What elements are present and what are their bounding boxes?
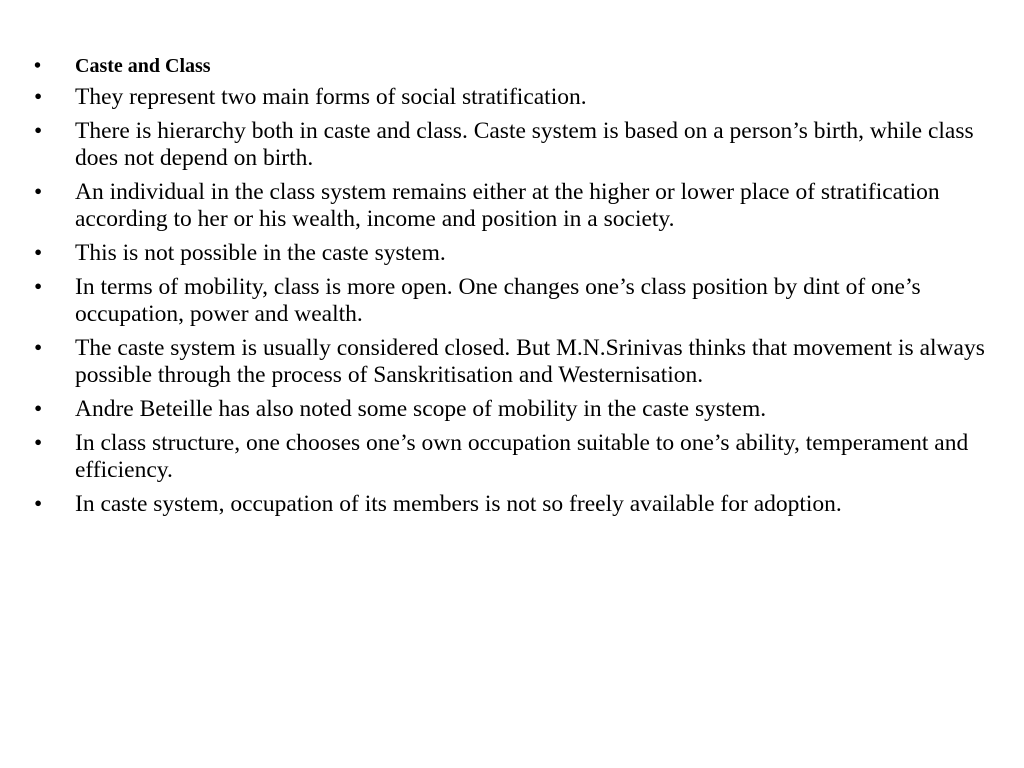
slide-title: Caste and Class <box>75 55 211 77</box>
bullet-item <box>28 335 988 389</box>
bullet-item <box>28 430 988 484</box>
bullet-list <box>28 53 988 525</box>
bullet-text: In terms of mobility, class is more open. One changes one’s class position by dint of one’s occupation, power and wealth. <box>75 274 921 327</box>
bullet-item <box>28 274 988 328</box>
bullet-marker: • <box>34 179 43 205</box>
bullet-marker: • <box>34 55 42 77</box>
bullet-text: In class structure, one chooses one’s own occupation suitable to one’s ability, temperament and efficiency. <box>75 430 969 483</box>
bullet-marker: • <box>34 491 43 517</box>
bullet-item <box>28 179 988 233</box>
bullet-marker: • <box>34 396 43 422</box>
bullet-marker: • <box>34 118 43 144</box>
bullet-marker: • <box>34 430 43 456</box>
bullet-text: An individual in the class system remains either at the higher or lower place of stratification according to her or his wealth, income and position in a society. <box>75 179 940 232</box>
bullet-item <box>28 240 988 267</box>
bullet-text: The caste system is usually considered closed. But M.N.Srinivas thinks that movement is always possible through the process of Sanskritisation and Westernisation. <box>75 335 985 388</box>
bullet-text: This is not possible in the caste system. <box>75 240 446 266</box>
bullet-text: They represent two main forms of social stratification. <box>75 84 587 110</box>
bullet-text: In caste system, occupation of its members is not so freely available for adoption. <box>75 491 842 517</box>
bullet-marker: • <box>34 240 43 266</box>
bullet-marker: • <box>34 84 43 110</box>
bullet-text: Andre Beteille has also noted some scope of mobility in the caste system. <box>75 396 767 422</box>
bullet-item-title <box>28 53 988 80</box>
bullet-item <box>28 491 988 518</box>
bullet-item <box>28 396 988 423</box>
bullet-item <box>28 118 988 172</box>
bullet-text: There is hierarchy both in caste and class. Caste system is based on a person’s birth, while class does not depend on birth. <box>75 118 974 171</box>
bullet-marker: • <box>34 274 43 300</box>
bullet-marker: • <box>34 335 43 361</box>
bullet-item <box>28 84 988 111</box>
